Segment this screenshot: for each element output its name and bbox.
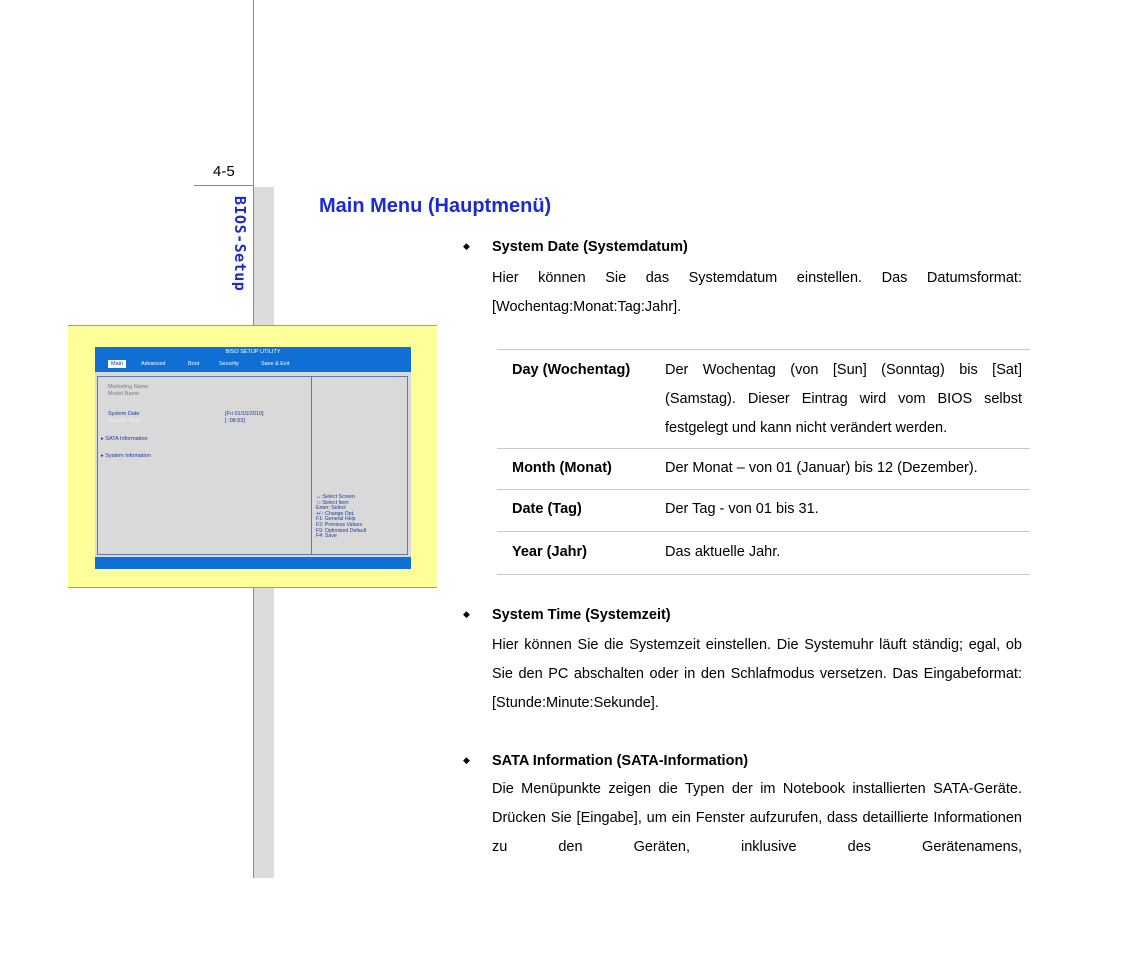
date-format-table (497, 349, 1030, 575)
bios-bottom-bar (95, 557, 411, 569)
table-value: Das aktuelle Jahr. (665, 544, 781, 560)
table-row (497, 349, 1030, 448)
bios-help-line: ↔:Select Screen (316, 494, 355, 500)
bullet-icon: ◆ (463, 609, 470, 619)
bios-menu-security: Security (219, 361, 239, 367)
system-time-text: Hier können Sie die Systemzeit einstellen. Die Systemuhr läuft ständig; egal, ob Sie den PC abschalten oder in den Schlafmodus versetzen. Das Eingabeformat: [Stunde:Minute:Sekunde]. (492, 637, 1022, 711)
bios-help-line: Enter: Select (316, 505, 346, 512)
bios-help-line: F4: Save (316, 533, 337, 540)
bios-model-name: Model Name (108, 391, 140, 397)
bios-system-information: ▸ System Infomation (101, 453, 151, 459)
bios-sata-information: ▸ SATA Information (101, 436, 148, 442)
bios-left-panel (97, 376, 312, 555)
table-value: Der Tag - von 01 bis 31. (665, 501, 819, 517)
table-value: Der Wochentag (von [Sun] (Sonntag) bis [Sat] (Samstag). Dieser Eintrag wird vom BIOS selbst festgelegt und kann nicht verändert werden. (665, 362, 1022, 436)
bios-help-panel (311, 376, 408, 555)
bios-help-list (316, 495, 366, 540)
bios-help-line: F9: Optimized Default (316, 527, 367, 534)
table-key: Date (Tag) (512, 501, 582, 517)
sata-information-heading: SATA Information (SATA-Information) (492, 753, 749, 769)
sata-information-text: Die Menüpunkte zeigen die Typen der im Notebook installierten SATA-Geräte. Drücken Sie [Eingabe], um ein Fenster aufzurufen, dass detaillierte Informationen zu den Geräten, inklusive des Gerätenamens, (492, 781, 1022, 855)
bios-help-line: +/-: Change Opt. (316, 510, 355, 517)
bios-system-date-label: System Date (108, 411, 140, 417)
page-number: 4-5 (213, 163, 235, 180)
system-time-heading: System Time (Systemzeit) (492, 607, 671, 623)
chapter-side-label: BIOS-Setup (231, 196, 249, 292)
bullet-icon: ◆ (463, 241, 470, 251)
page-title: Main Menu (Hauptmenü) (319, 195, 552, 217)
bios-menu-advanced: Advanced (141, 361, 166, 367)
bios-menu-save-exit: Save & Exit (261, 361, 290, 367)
bios-system-date-value: [Fri 01/15/2010] (225, 411, 264, 417)
system-date-heading: System Date (Systemdatum) (492, 239, 688, 255)
bios-menu-main: Main (108, 360, 126, 368)
table-key: Year (Jahr) (512, 544, 587, 560)
bios-menu-bar (95, 358, 411, 372)
bios-screen (95, 347, 411, 569)
bios-help-line: F1: General Help (316, 516, 356, 523)
bios-screenshot-figure (68, 325, 437, 588)
system-date-text: Hier können Sie das Systemdatum einstellen. Das Datumsformat: [Wochentag:Monat:Tag:Jahr]. (492, 270, 1022, 315)
bullet-icon: ◆ (463, 755, 470, 765)
bios-help-line: F2: Previous Values (316, 521, 363, 528)
table-key: Day (Wochentag) (512, 362, 631, 378)
page-number-rule (194, 185, 254, 186)
bios-system-time-value: [ :08:53] (225, 418, 245, 424)
bios-marketing-name: Marketing Name (108, 384, 149, 390)
table-key: Month (Monat) (512, 460, 612, 476)
table-row (497, 531, 1030, 575)
table-row (497, 489, 1030, 531)
table-value: Der Monat – von 01 (Januar) bis 12 (Dezember). (665, 460, 978, 476)
bios-title: BISO SETUP UTILITY (95, 347, 411, 358)
bios-system-time-label: System Time (108, 418, 140, 424)
bios-help-line: ↑↓:Select Item (316, 499, 349, 506)
table-row (497, 448, 1030, 489)
bios-menu-boot: Boot (188, 361, 200, 367)
